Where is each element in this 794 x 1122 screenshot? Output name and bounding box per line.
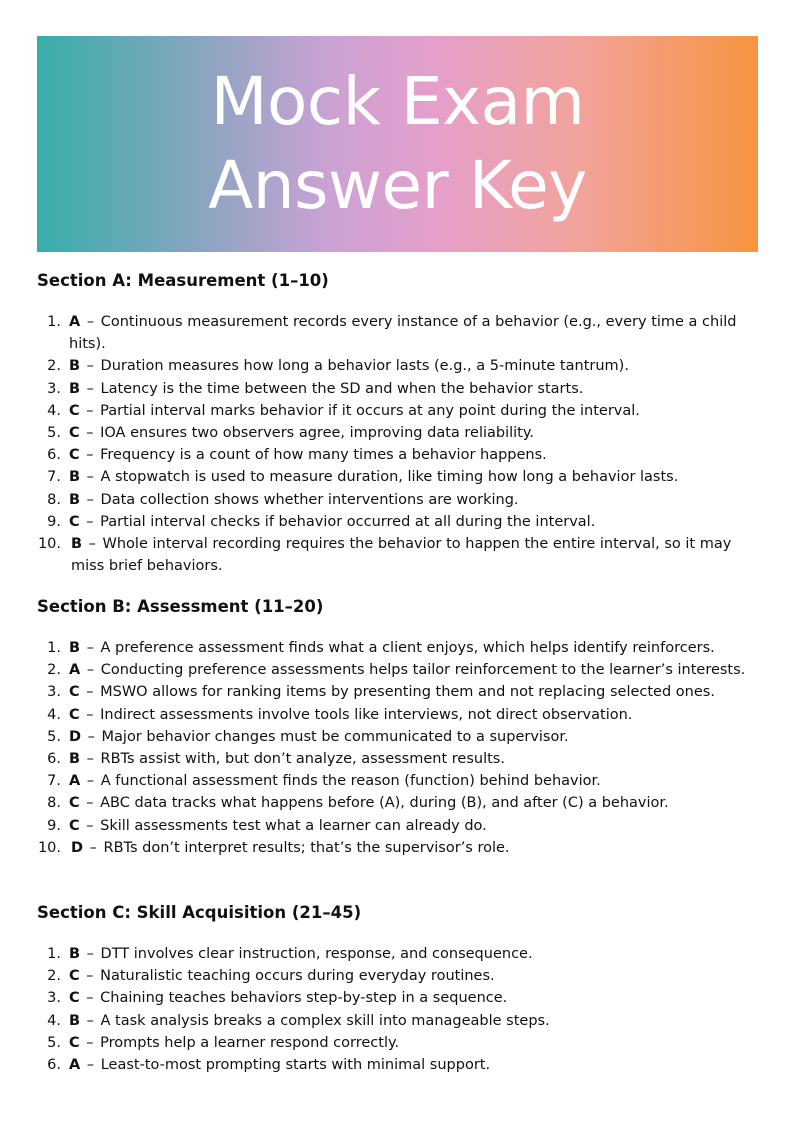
item-text: Naturalistic teaching occurs during everyday routines. [100, 968, 495, 985]
list-item [37, 378, 757, 400]
item-answer: B [69, 380, 81, 397]
item-text: ABC data tracks what happens before (A), during (B), and after (C) a behavior. [100, 795, 669, 812]
list-item [37, 1032, 757, 1054]
section-skill-acquisition [37, 902, 757, 1076]
item-text: Partial interval checks if behavior occurred at all during the interval. [100, 513, 596, 530]
list-item [37, 837, 757, 859]
item-answer: C [69, 817, 80, 834]
item-text: Major behavior changes must be communicated to a supervisor. [101, 728, 569, 745]
item-text: MSWO allows for ranking items by presenting them and not replacing selected ones. [100, 684, 715, 701]
item-separator: – [86, 1034, 94, 1051]
title-line-1: Mock Exam [210, 63, 585, 140]
item-number: 6. [47, 751, 61, 768]
item-separator: – [89, 839, 97, 856]
item-number: 5. [47, 425, 61, 442]
section-title: Section B: Assessment (11–20) [37, 597, 324, 616]
list-item [37, 444, 757, 466]
item-separator: – [86, 773, 95, 790]
item-answer: B [71, 536, 83, 553]
list-item [37, 965, 757, 987]
item-text: A functional assessment finds the reason (function) behind behavior. [100, 773, 601, 790]
item-answer: C [69, 795, 80, 812]
item-separator: – [86, 513, 94, 530]
list-item [37, 489, 757, 511]
item-text: Partial interval marks behavior if it occurs at any point during the interval. [100, 402, 640, 419]
item-separator: – [86, 640, 94, 656]
item-answer: B [69, 469, 81, 486]
item-text: A task analysis breaks a complex skill into manageable steps. [100, 1012, 550, 1029]
item-text: RBTs don’t interpret results; that’s the supervisor’s role. [103, 839, 510, 856]
item-answer: A [69, 662, 81, 679]
answer-list [37, 637, 757, 859]
item-separator: – [86, 425, 94, 442]
list-item [37, 792, 757, 814]
answer-list [37, 311, 757, 577]
item-number: 6. [47, 447, 61, 464]
item-number: 9. [47, 513, 61, 530]
item-separator: – [86, 795, 94, 812]
item-text: Least-to-most prompting starts with minimal support. [100, 1057, 491, 1074]
item-text: DTT involves clear instruction, response, and consequence. [100, 946, 533, 962]
item-answer: B [69, 751, 81, 768]
item-answer: C [69, 684, 80, 701]
item-number: 9. [47, 817, 61, 834]
item-separator: – [86, 491, 94, 508]
item-separator: – [86, 1057, 95, 1074]
item-answer: A [69, 773, 81, 790]
list-item [37, 422, 757, 444]
item-answer: C [69, 968, 80, 985]
item-number: 7. [47, 773, 61, 790]
list-item [37, 659, 757, 681]
item-number: 8. [47, 491, 61, 508]
list-item [37, 511, 757, 533]
item-answer: C [69, 990, 80, 1007]
item-answer: C [69, 402, 80, 419]
item-text: Continuous measurement records every instance of a behavior (e.g., every time a child hits). [69, 314, 737, 353]
item-number: 3. [47, 684, 61, 701]
item-answer: B [69, 1012, 81, 1029]
item-number: 2. [47, 358, 61, 375]
item-answer: C [69, 706, 80, 723]
item-separator: – [86, 358, 94, 375]
section-measurement [37, 270, 757, 577]
item-separator: – [86, 402, 94, 419]
list-item [37, 1054, 757, 1076]
item-number: 1. [47, 640, 61, 656]
item-separator: – [86, 968, 94, 985]
item-separator: – [86, 469, 94, 486]
list-item [37, 466, 757, 488]
list-item [37, 987, 757, 1009]
item-text: Frequency is a count of how many times a behavior happens. [100, 447, 547, 464]
item-separator: – [86, 662, 95, 679]
item-answer: C [69, 1034, 80, 1051]
list-item [37, 681, 757, 703]
section-title: Section A: Measurement (1–10) [37, 271, 329, 290]
item-separator: – [86, 314, 95, 330]
item-number: 2. [47, 968, 61, 985]
item-text: Chaining teaches behaviors step-by-step in a sequence. [100, 990, 508, 1007]
item-text: Duration measures how long a behavior lasts (e.g., a 5-minute tantrum). [100, 358, 629, 375]
list-item [37, 311, 757, 355]
section-assessment [37, 596, 757, 859]
item-text: Indirect assessments involve tools like interviews, not direct observation. [100, 706, 633, 723]
item-text: Latency is the time between the SD and when the behavior starts. [100, 380, 584, 397]
item-text: IOA ensures two observers agree, improving data reliability. [100, 425, 534, 442]
item-separator: – [86, 751, 94, 768]
item-number: 6. [47, 1057, 61, 1074]
item-separator: – [86, 447, 94, 464]
list-item [37, 637, 757, 659]
list-item [37, 770, 757, 792]
item-separator: – [88, 536, 96, 553]
item-answer: B [69, 358, 81, 375]
item-text: Prompts help a learner respond correctly. [100, 1034, 400, 1051]
item-number: 5. [47, 728, 61, 745]
item-text: Data collection shows whether interventions are working. [100, 491, 519, 508]
item-text: A stopwatch is used to measure duration, like timing how long a behavior lasts. [100, 469, 679, 486]
item-number: 8. [47, 795, 61, 812]
item-number: 4. [47, 706, 61, 723]
item-number: 2. [47, 662, 61, 679]
title-banner [37, 36, 758, 252]
item-number: 4. [47, 1012, 61, 1029]
list-item [37, 815, 757, 837]
list-item [37, 400, 757, 422]
section-title: Section C: Skill Acquisition (21–45) [37, 903, 362, 922]
item-number: 7. [47, 469, 61, 486]
item-separator: – [87, 728, 95, 745]
answer-list [37, 943, 757, 1076]
item-separator: – [86, 380, 94, 397]
item-number: 1. [47, 314, 61, 330]
item-answer: B [69, 946, 81, 962]
item-separator: – [86, 1012, 94, 1029]
item-number: 3. [47, 990, 61, 1007]
item-separator: – [86, 990, 94, 1007]
list-item [37, 943, 757, 965]
item-text: RBTs assist with, but don’t analyze, assessment results. [100, 751, 505, 768]
item-number: 4. [47, 402, 61, 419]
item-separator: – [86, 684, 94, 701]
item-number: 10. [37, 536, 61, 553]
item-answer: A [69, 1057, 81, 1074]
list-item [37, 748, 757, 770]
item-number: 5. [47, 1034, 61, 1051]
title-line-2: Answer Key [208, 147, 587, 224]
list-item [37, 726, 757, 748]
item-answer: C [69, 447, 80, 464]
list-item [37, 533, 757, 577]
item-separator: – [86, 946, 94, 962]
item-text: Conducting preference assessments helps tailor reinforcement to the learner’s interests. [100, 662, 746, 679]
item-number: 3. [47, 380, 61, 397]
item-number: 10. [37, 839, 61, 856]
item-separator: – [86, 817, 94, 834]
item-answer: B [69, 640, 81, 656]
item-separator: – [86, 706, 94, 723]
item-answer: A [69, 314, 81, 330]
item-answer: C [69, 425, 80, 442]
list-item [37, 355, 757, 377]
item-answer: D [69, 728, 82, 745]
list-item [37, 1010, 757, 1032]
item-text: Skill assessments test what a learner can already do. [100, 817, 487, 834]
item-answer: C [69, 513, 80, 530]
item-answer: D [71, 839, 84, 856]
item-text: A preference assessment finds what a client enjoys, which helps identify reinforcers. [100, 640, 715, 656]
item-number: 1. [47, 946, 61, 962]
item-text: Whole interval recording requires the behavior to happen the entire interval, so it may miss brief behaviors. [71, 536, 732, 575]
list-item [37, 704, 757, 726]
item-answer: B [69, 491, 81, 508]
